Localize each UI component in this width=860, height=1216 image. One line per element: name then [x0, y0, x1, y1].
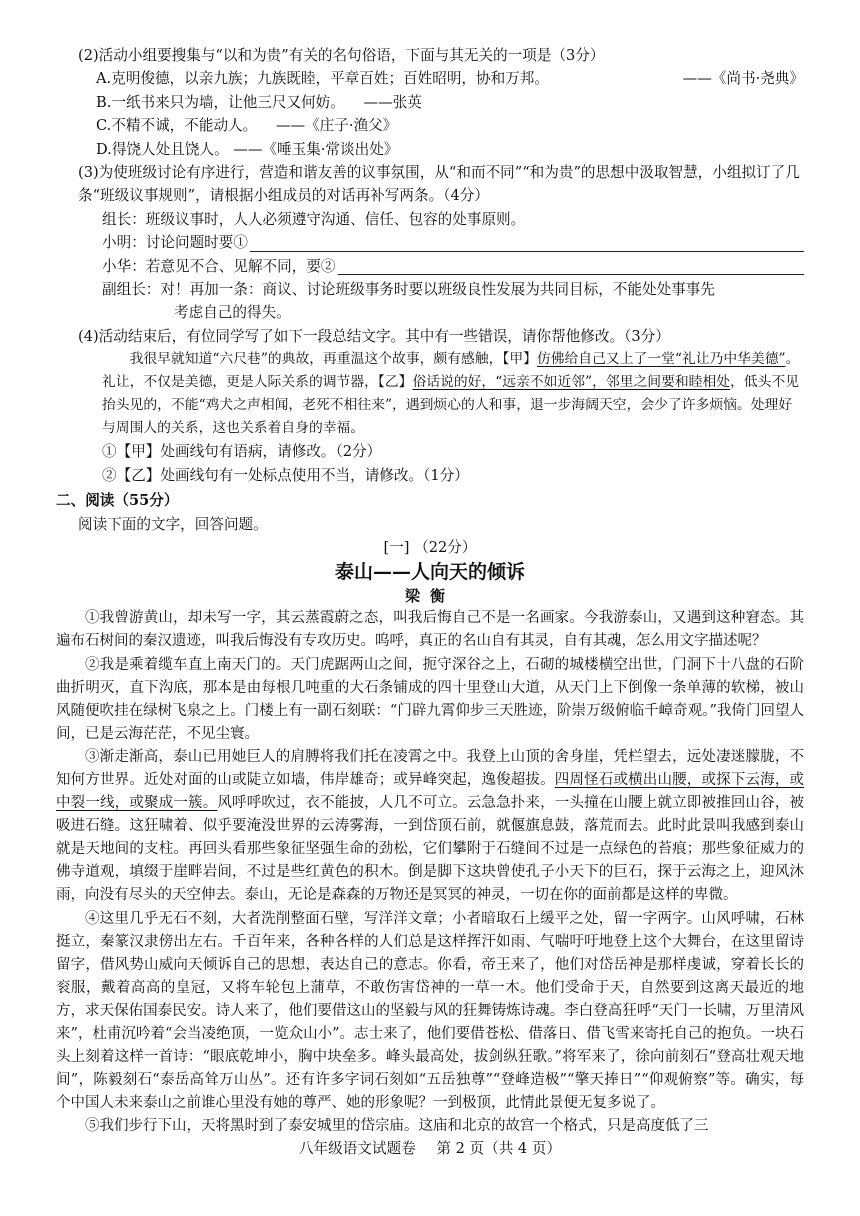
page-footer [0, 1137, 860, 1160]
q2-option-d-source: ——《唾玉集·常谈出处》 [233, 140, 399, 158]
reading-part-label: [一] （22分） [383, 538, 477, 556]
q2-option-d-text: D.得饶人处且饶人。 [96, 140, 229, 158]
q3-answer-blank-2[interactable] [338, 257, 804, 275]
q2-option-c [56, 114, 804, 137]
article-paragraph-3 [56, 746, 804, 908]
q2-option-d [56, 138, 804, 161]
q3-answer-blank-1[interactable] [250, 234, 804, 252]
footer-page-number: 第 2 页（共 4 页） [436, 1140, 562, 1157]
q2-stem: (2)活动小组要搜集与“以和为贵”有关的名句俗语，下面与其无关的一项是（3分） [78, 47, 605, 64]
q2-option-c-source: ——《庄子·渔父》 [275, 117, 398, 135]
article-author: 梁衡 [404, 587, 455, 606]
article-paragraph-3-b: 风呼呼吹过，衣不能披，人几不可立。云急急扑来，一头撞在山腰上就立即被推回山谷，被吸进石缝。这狂啸着、似乎要淹没世界的云涛雾海，一到岱顶石前，就偃旗息鼓，落荒而去。此时此景叫我感到泰山就是天地间的支柱。再回头看那些象征坚强生命的劲松，它们攀附于石缝间不过是一点绿色的苔痕；那些象征威力的佛寺道观，填缀于崖畔岩间，不过是些红黄色的积木。倒是脚下这块曾使孔子小天下的巨石，探于云海之上，迎风沐雨，向没有尽头的天空伸去。泰山，无论是森森的万物还是冥冥的神灵，一切在你的面前都是这样的卑微。 [56, 795, 805, 904]
q4-stem: (4)活动结束后，有位同学写了如下一段总结文字。其中有一些错误，请你帮他修改。（3分） [78, 327, 670, 345]
article-paragraph-4: ④这里几乎无石不刻，大者洗削整面石壁，写洋洋文章；小者暗取石上缓平之处，留一字两字。山风呼啸，石林挺立，秦篆汉隶傍出左右。千百年来，各种各样的人们总是这样挥汗如雨、气喘吁吁地登上这个大舞台，在这里留诗留字，借风势山威向天倾诉自己的思想，表达自己的意志。你看，帝王来了，他们对岱岳神是那样虔诚，穿着长长的衮服，戴着高高的皇冠，又将车轮包上蒲草，不敢伤害岱神的一草一木。他们受命于天，自然要到这离天最近的地方，求天保佑国泰民安。诗人来了，他们要借这山的坚毅与风的狂舞铸炼诗魂。李白登高狂呼“天门一长啸，万里清风来”，杜甫沉吟着“会当凌绝顶，一览众山小”。志士来了，他们要借苍松、借落日、借飞雪来寄托自己的抱负。一块石头上刻着这样一首诗：“眼底乾坤小，胸中块垒多。峰头最高处，拔剑纵狂歌。”将军来了，徐向前刻石“登高壮观天地间”，陈毅刻石“泰岳高耸万山丛”。还有许多字词石刻如“五岳独尊”“登峰造极”“擎天捧日”“仰观俯察”等。确实，每个中国人未来泰山之前谁心里没有她的尊严、她的形象呢？一到极顶，此情此景便无复多说了。 [56, 910, 804, 1112]
q4-summary-passage [56, 348, 804, 440]
q4-jia-underlined: 仿佛给自己又上了一堂“礼让乃中华美德” [536, 351, 786, 368]
q3-xiaohua-text: 小华：若意见不合、见解不同，要② [102, 257, 336, 275]
q4-passage-part-1: 我很早就知道“六尺巷”的典故，再重温这个故事，颇有感触， [129, 351, 503, 368]
q2-option-a [56, 67, 804, 90]
q4-jia-tag: 【甲】 [502, 351, 537, 368]
article-paragraph-3-a: ③渐走渐高，泰山已用她巨人的肩膊将我们托在凌霄之中。我登上山顶的舍身崖，凭栏望去，远处凄迷朦胧，不知何方世界。近处对面的山或陡立如墙，伟岸雄奇；或异峰突起，逸俊超拔。 [56, 748, 804, 788]
q3-stem: (3)为使班级讨论有序进行，营造和谐友善的议事氛围，从“和而不同”“和为贵”的思想中汲取智慧，小组拟订了几条“班级议事规则”，请根据小组成员的对话再补写两条。（4分） [78, 164, 800, 205]
article-paragraph-5: ⑤我们步行下山，天将黑时到了泰安城里的岱宗庙。这庙和北京的故宫一个格式，只是高度低了三 [85, 1118, 709, 1135]
article-paragraph-1: ①我曾游黄山，却未写一字，其云蒸霞蔚之态，叫我后悔自己不是一名画家。今我游泰山，又遇到这种窘态。其遍布石树间的秦汉遗迹，叫我后悔没有专攻历史。呜呼，真正的名山自有其灵，自有其魂，怎么用文字描述呢？ [56, 610, 804, 650]
q2-option-c-text: C.不精不诚，不能动人。 [96, 117, 258, 135]
q2-option-b-text: B.一纸书来只为墙，让他三尺又何妨。 [96, 93, 345, 111]
section-reading-heading: 二、阅读（55分） [56, 492, 179, 510]
q2-option-b [56, 91, 804, 114]
q2-option-a-text: A.克明俊德，以亲九族；九族既睦，平章百姓；百姓昭明，协和万邦。 [96, 70, 549, 88]
q3-vice-leader-line: 副组长：对！再加一条：商议、讨论班级事务时要以班级良性发展为共同目标，不能处处事事先 [102, 281, 715, 299]
q4-sub-question-2: ②【乙】处画线句有一处标点使用不当，请修改。（1分） [102, 466, 469, 484]
q3-leader-line: 组长：班级议事时，人人必须遵守沟通、信任、包容的处事原则。 [102, 210, 526, 228]
q4-yi-underlined: 俗话说的好，“远亲不如近邻”，邻里之间要和睦相处 [412, 374, 731, 391]
article-paragraph-3-underlined: 四周怪石或横出山腰，或探下云海，或中裂一线，或聚成一簇。 [56, 771, 804, 812]
q3-xiaoming-text: 小明：讨论问题时要① [102, 234, 248, 252]
footer-exam-title: 八年级语文试题卷 [298, 1140, 416, 1157]
q2-option-a-source: ——《尚书·尧典》 [682, 70, 804, 88]
q4-passage-part-3: ，低头不见抬头见的，不能“鸡犬之声相闻，老死不相往来”，遇到烦心的人和事，退一步海阔天空，会少了许多烦恼。处理好与周围人的关系，这也关系着自身的幸福。 [102, 374, 800, 437]
q4-sub-question-1: ①【甲】处画线句有语病，请修改。（2分） [102, 443, 382, 461]
q3-vice-leader-line-cont: 考虑自己的得失。 [174, 304, 291, 322]
reading-instruction: 阅读下面的文字，回答问题。 [78, 515, 268, 533]
q4-yi-tag: 【乙】 [377, 374, 413, 391]
article-title: 泰山——人向天的倾诉 [334, 561, 525, 584]
article-paragraph-2: ②我是乘着缆车直上南天门的。天门虎踞两山之间，扼守深谷之上，石砌的城楼横空出世，门洞下十八盘的石阶曲折明灭，直下沟底，那本是由每根几吨重的大石条铺成的四十里登山大道，从天门上下倒像一条单薄的软梯，被山风随便吹挂在绿树飞泉之上。门楼上有一副石刻联：“门辟九霄仰步三天胜迹，阶崇万级俯临千嶂奇观。”我倚门回望人间，已是云海茫茫，不见尘寰。 [56, 656, 804, 742]
q4-passage-part-2: 。礼让，不仅是美德，更是人际关系的调节器， [102, 351, 800, 391]
q3-xiaohua-line [56, 255, 804, 278]
q2-option-b-source: ——张英 [363, 93, 422, 111]
q3-xiaoming-line [56, 231, 804, 254]
